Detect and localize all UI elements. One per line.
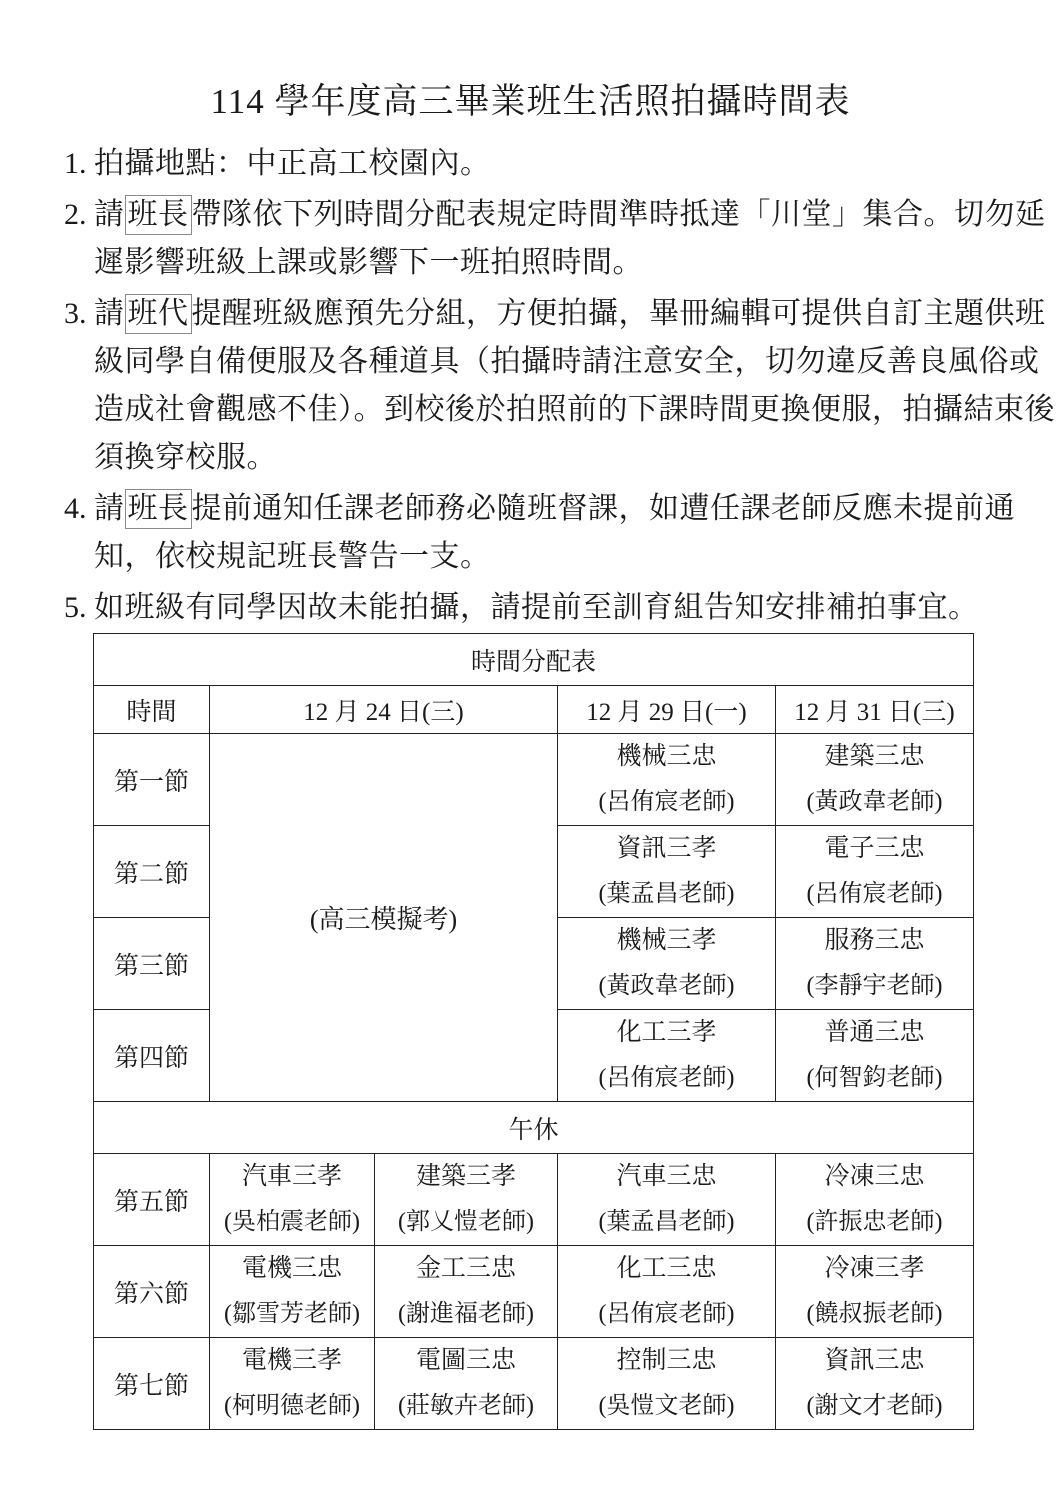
teacher-name: (柯明德老師) — [224, 1393, 360, 1419]
teacher-name: (吳柏震老師) — [224, 1209, 360, 1235]
teacher-name: (呂侑宸老師) — [598, 789, 735, 815]
teacher-name: (謝文才老師) — [806, 1393, 943, 1419]
schedule-table — [93, 633, 974, 1430]
note-body — [94, 191, 1046, 287]
note-number: 2. — [64, 198, 87, 231]
class-cell — [558, 826, 776, 918]
note-number: 5. — [64, 591, 87, 624]
note-body — [94, 140, 1024, 188]
note-text: 提前通知任課老師務必隨班督課，如遭任課老師反應未提前通 — [191, 492, 1015, 525]
period-label: 第五節 — [94, 1154, 210, 1246]
class-cell — [558, 1246, 776, 1338]
table-row-period-6 — [94, 1246, 974, 1338]
class-cell — [375, 1154, 558, 1246]
class-cell — [776, 826, 974, 918]
period-label: 第七節 — [94, 1338, 210, 1430]
teacher-name: (吳愷文老師) — [598, 1393, 735, 1419]
note-text: 提醒班級應預先分組，方便拍攝，畢冊編輯可提供自訂主題供班 — [191, 297, 1046, 330]
note-line — [94, 485, 1024, 533]
class-name: 資訊三忠 — [824, 1347, 925, 1374]
note-text: 帶隊依下列時間分配表規定時間準時抵達「川堂」集合。切勿延 — [191, 198, 1046, 231]
note-line — [94, 290, 1046, 338]
class-cell — [558, 1338, 776, 1430]
class-name: 汽車三忠 — [616, 1163, 717, 1190]
table-row-period-5 — [94, 1154, 974, 1246]
class-name: 電機三忠 — [241, 1255, 342, 1282]
class-name: 汽車三孝 — [241, 1163, 342, 1190]
class-cell — [210, 1154, 375, 1246]
note-text: 遲影響班級上課或影響下一班拍照時間。 — [94, 246, 643, 279]
exam-merged-cell: (高三模擬考) — [210, 734, 558, 1102]
note-line — [94, 338, 1040, 386]
table-row-period-1 — [94, 734, 974, 826]
class-cell — [558, 734, 776, 826]
note-line — [94, 386, 1055, 434]
col-header-date-1229: 12 月 29 日(一) — [558, 686, 776, 734]
class-cell — [375, 1338, 558, 1430]
class-cell — [558, 1154, 776, 1246]
teacher-name: (葉孟昌老師) — [598, 881, 735, 907]
class-cell — [558, 1010, 776, 1102]
class-cell — [375, 1246, 558, 1338]
class-name: 機械三孝 — [616, 927, 717, 954]
note-number: 4. — [64, 492, 87, 525]
note-item-1 — [64, 140, 1024, 188]
class-name: 冷凍三忠 — [824, 1163, 925, 1190]
teacher-name: (郭乂愷老師) — [398, 1209, 534, 1235]
teacher-name: (黃政韋老師) — [598, 973, 735, 999]
note-line — [94, 140, 1024, 188]
table-title: 時間分配表 — [94, 634, 974, 686]
note-body — [94, 584, 1024, 632]
note-text: 請 — [94, 492, 125, 525]
note-text: 拍攝地點：中正高工校園內。 — [94, 147, 491, 180]
class-cell — [210, 1338, 375, 1430]
note-item-3 — [64, 290, 1055, 482]
class-name: 控制三忠 — [616, 1347, 717, 1374]
note-item-5 — [64, 584, 1024, 632]
note-text: 級同學自備便服及各種道具（拍攝時請注意安全，切勿違反善良風俗或 — [94, 345, 1040, 378]
lunch-label: 午休 — [94, 1102, 974, 1154]
note-text: 須換穿校服。 — [94, 441, 277, 474]
note-line — [94, 584, 1024, 632]
class-name: 電子三忠 — [824, 835, 925, 862]
note-text: 知，依校規記班長警告一支。 — [94, 540, 491, 573]
teacher-name: (許振忠老師) — [806, 1209, 943, 1235]
class-name: 冷凍三孝 — [824, 1255, 925, 1282]
note-line — [94, 239, 1024, 287]
lunch-row — [94, 1102, 974, 1154]
col-header-date-1224: 12 月 24 日(三) — [210, 686, 558, 734]
note-body — [94, 485, 1024, 581]
class-name: 金工三忠 — [415, 1255, 516, 1282]
class-cell — [210, 1246, 375, 1338]
class-name: 普通三忠 — [824, 1019, 925, 1046]
table-title-row — [94, 634, 974, 686]
class-name: 化工三忠 — [616, 1255, 717, 1282]
class-cell — [776, 1154, 974, 1246]
boxed-term-class-leader: 班長 — [125, 195, 192, 235]
note-text: 請 — [94, 297, 125, 330]
class-cell — [776, 918, 974, 1010]
teacher-name: (何智鈞老師) — [806, 1065, 943, 1091]
col-header-date-1231: 12 月 31 日(三) — [776, 686, 974, 734]
class-name: 建築三忠 — [824, 743, 925, 770]
class-name: 資訊三孝 — [616, 835, 717, 862]
teacher-name: (黃政韋老師) — [806, 789, 943, 815]
note-item-2 — [64, 191, 1046, 287]
class-name: 電圖三忠 — [415, 1347, 516, 1374]
teacher-name: (呂侑宸老師) — [806, 881, 943, 907]
note-text: 如班級有同學因故未能拍攝，請提前至訓育組告知安排補拍事宜。 — [94, 591, 979, 624]
boxed-term-class-leader: 班長 — [125, 489, 192, 529]
class-cell — [776, 1010, 974, 1102]
note-number: 1. — [64, 147, 87, 180]
class-name: 建築三孝 — [415, 1163, 516, 1190]
col-header-time: 時間 — [94, 686, 210, 734]
class-name: 機械三忠 — [616, 743, 717, 770]
period-label: 第一節 — [94, 734, 210, 826]
note-text: 造成社會觀感不佳）。到校後於拍照前的下課時間更換便服，拍攝結束後 — [94, 393, 1055, 426]
table-header-row — [94, 686, 974, 734]
class-name: 電機三孝 — [241, 1347, 342, 1374]
class-cell — [776, 1246, 974, 1338]
period-label: 第三節 — [94, 918, 210, 1010]
period-label: 第二節 — [94, 826, 210, 918]
teacher-name: (呂侑宸老師) — [598, 1301, 735, 1327]
teacher-name: (李靜宇老師) — [806, 973, 943, 999]
class-name: 服務三忠 — [824, 927, 925, 954]
teacher-name: (鄒雪芳老師) — [224, 1301, 360, 1327]
note-item-4 — [64, 485, 1024, 581]
teacher-name: (呂侑宸老師) — [598, 1065, 735, 1091]
class-cell — [776, 734, 974, 826]
notes-list — [64, 140, 1055, 635]
period-label: 第六節 — [94, 1246, 210, 1338]
note-number: 3. — [64, 297, 87, 330]
note-text: 請 — [94, 198, 125, 231]
note-line — [94, 191, 1046, 239]
note-body — [94, 290, 1055, 482]
class-cell — [558, 918, 776, 1010]
period-label: 第四節 — [94, 1010, 210, 1102]
note-line — [94, 434, 1024, 482]
teacher-name: (葉孟昌老師) — [598, 1209, 735, 1235]
page-title: 114 學年度高三畢業班生活照拍攝時間表 — [210, 82, 851, 121]
teacher-name: (莊敏卉老師) — [398, 1393, 534, 1419]
boxed-term-class-rep: 班代 — [125, 294, 192, 334]
teacher-name: (饒叔振老師) — [806, 1301, 943, 1327]
note-line — [94, 533, 1024, 581]
class-cell — [776, 1338, 974, 1430]
table-row-period-7 — [94, 1338, 974, 1430]
class-name: 化工三孝 — [616, 1019, 717, 1046]
teacher-name: (謝進福老師) — [398, 1301, 534, 1327]
